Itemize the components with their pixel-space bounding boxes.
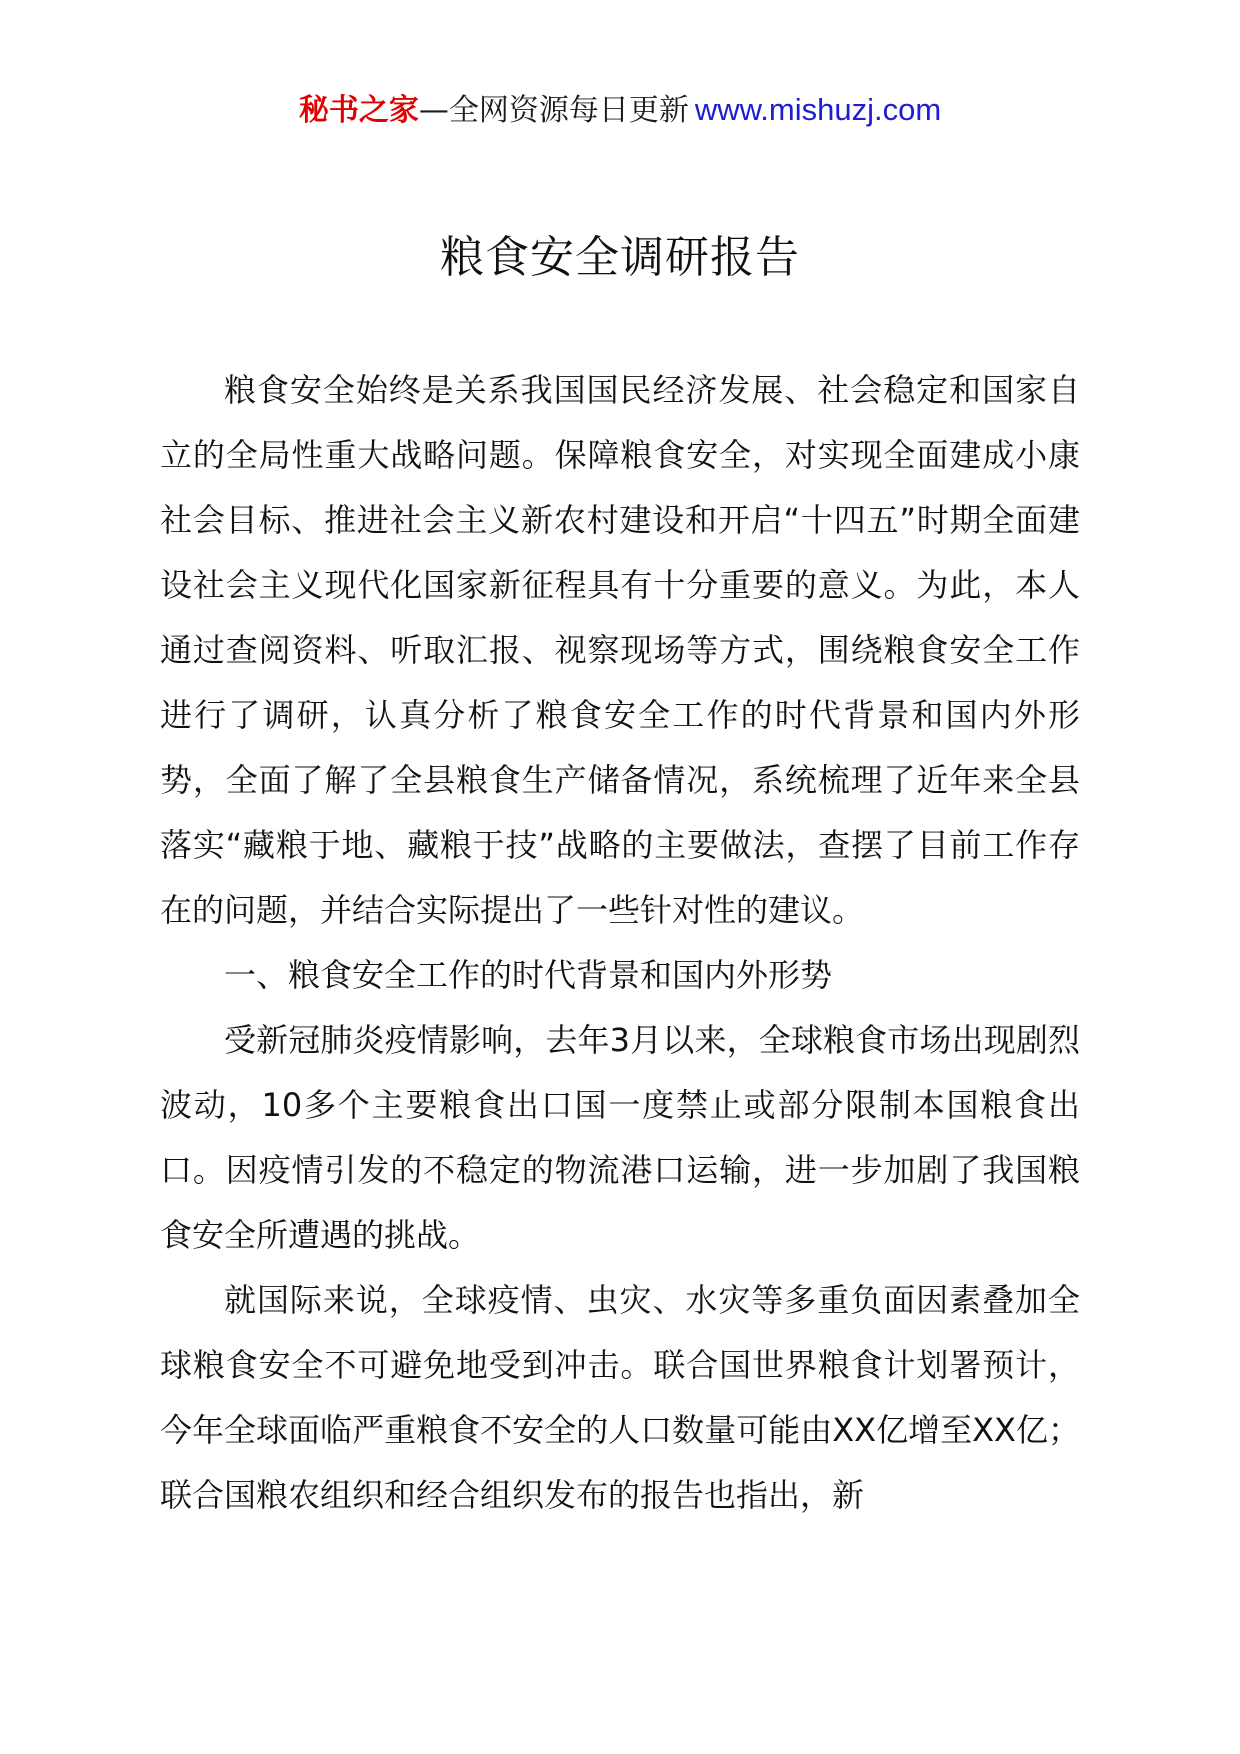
document-body xyxy=(160,358,1080,1528)
site-url-link[interactable]: www.mishuzj.com xyxy=(694,92,942,127)
background-paragraph: 受新冠肺炎疫情影响，去年3月以来，全球粮食市场出现剧烈波动，10多个主要粮食出口国一度禁止或部分限制本国粮食出口。因疫情引发的不稳定的物流港口运输，进一步加剧了我国粮食安全所遭遇的挑战。 xyxy=(160,1021,1080,1254)
site-brand: 秘书之家 xyxy=(298,93,419,128)
international-paragraph: 就国际来说，全球疫情、虫灾、水灾等多重负面因素叠加全球粮食安全不可避免地受到冲击。联合国世界粮食计划署预计，今年全球面临严重粮食不安全的人口数量可能由XX亿增至XX亿；联合国粮农组织和经合组织发布的报告也指出，新 xyxy=(160,1281,1080,1514)
site-slogan: —全网资源每日更新 xyxy=(418,93,689,128)
intro-paragraph: 粮食安全始终是关系我国国民经济发展、社会稳定和国家自立的全局性重大战略问题。保障粮食安全，对实现全面建成小康社会目标、推进社会主义新农村建设和开启“十四五”时期全面建设社会主义现代化国家新征程具有十分重要的意义。为此，本人通过查阅资料、听取汇报、视察现场等方式，围绕粮食安全工作进行了调研，认真分析了粮食安全工作的时代背景和国内外形势，全面了解了全县粮食生产储备情况，系统梳理了近年来全县落实“藏粮于地、藏粮于技”战略的主要做法，查摆了目前工作存在的问题，并结合实际提出了一些针对性的建议。 xyxy=(160,371,1080,929)
section-heading: 一、粮食安全工作的时代背景和国内外形势 xyxy=(224,956,833,994)
site-header xyxy=(0,88,1240,133)
document-title: 粮食安全调研报告 xyxy=(440,232,800,283)
